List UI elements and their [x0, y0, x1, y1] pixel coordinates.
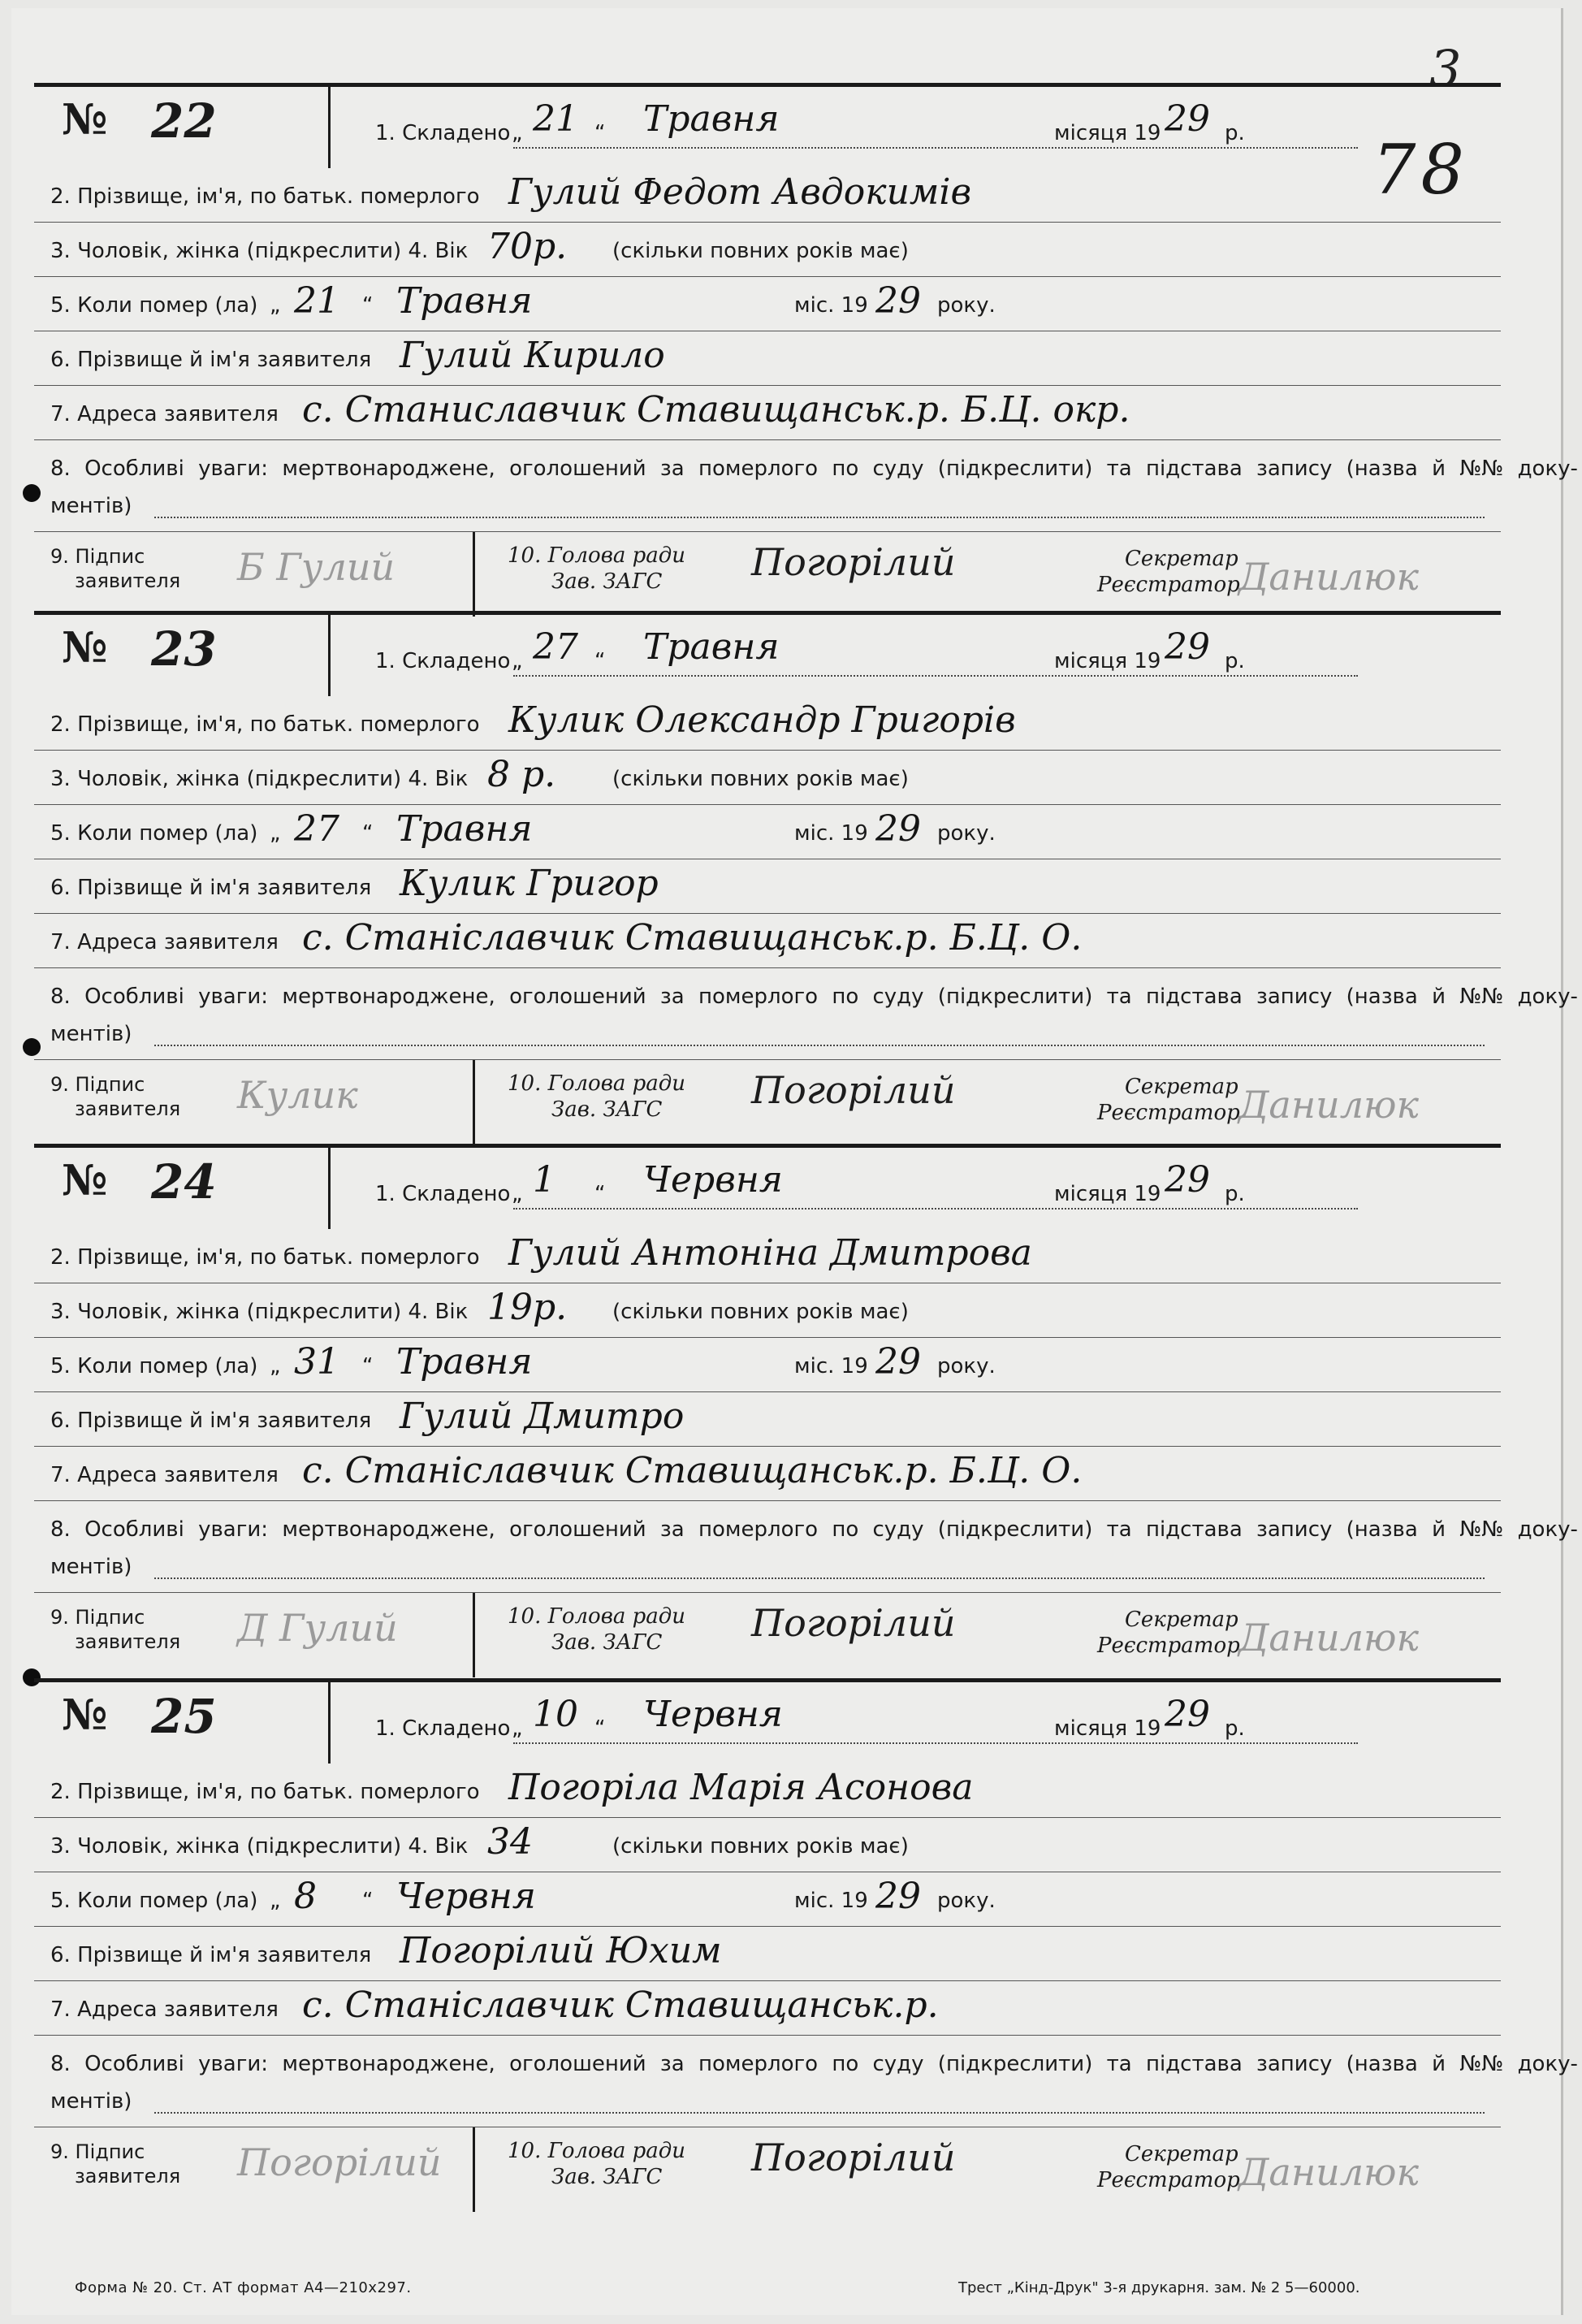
head-label: 10. Голова ради: [508, 543, 685, 568]
quote-open: „: [512, 1182, 523, 1206]
death-month: Травня: [396, 808, 533, 850]
quote-close: “: [594, 649, 606, 673]
record-header: [34, 1148, 1501, 1229]
record-header: [34, 87, 1501, 168]
field-label: 7. Адреса заявителя: [50, 930, 279, 954]
field-applicant-address: [34, 1981, 1501, 2036]
archive-number: 78: [1372, 130, 1469, 210]
month-label: місяця 19: [1054, 121, 1161, 145]
secretary-label: Секретар: [1125, 2142, 1238, 2166]
head-signature: Погорілий: [751, 2136, 956, 2179]
field-deceased-name: [34, 1229, 1501, 1283]
field-sex-age: [34, 1818, 1501, 1872]
number-sign: №: [62, 1690, 108, 1740]
field-label: 7. Адреса заявителя: [50, 1463, 279, 1487]
field-label: 5. Коли помер (ла): [50, 1889, 258, 1913]
notes-label: 8. Особливі уваги: мертвонароджене, оголошений за померлого по суду (підкреслити) та підстава запису (назва й №№ доку-: [50, 1517, 1578, 1542]
registrar-label: Реєстратор: [1097, 2168, 1240, 2192]
compiled-month: Червня: [643, 1694, 783, 1735]
compiled-year: 29: [1165, 1159, 1210, 1201]
month-label: місяця 19: [1054, 649, 1161, 673]
field-sex-age: [34, 751, 1501, 805]
field-label: 6. Прізвище й ім'я заявителя: [50, 876, 372, 900]
signature-label: 9. Підпис: [50, 545, 145, 568]
signature-label-2: заявителя: [75, 1630, 181, 1653]
applicant-address: с. Станіславчик Ставищанськ.р. Б.Ц. О.: [302, 917, 1083, 959]
quote-close: “: [362, 293, 374, 318]
zags-label: Зав. ЗАГС: [551, 569, 663, 594]
death-year: 29: [875, 1341, 921, 1383]
field-label: 5. Коли помер (ла): [50, 1354, 258, 1378]
form-footer-right: Трест „Кінд-Друк" 3-я друкарня. зам. № 2 5—60000.: [958, 2279, 1360, 2296]
field-death-date: [34, 277, 1501, 331]
deceased-name: Гулий Антоніна Дмитрова: [508, 1232, 1032, 1274]
applicant-name: Кулик Григор: [400, 863, 659, 904]
record-header: [34, 1682, 1501, 1764]
roku-label: року.: [937, 821, 996, 846]
deceased-name: Кулик Олександр Григорів: [508, 699, 1016, 741]
signature-label-2: заявителя: [75, 569, 181, 592]
registrar-label: Реєстратор: [1097, 1101, 1240, 1125]
field-applicant-name: [34, 1927, 1501, 1981]
field-applicant-address: [34, 1447, 1501, 1501]
field-death-date: [34, 805, 1501, 859]
compiled-label: 1. Складено: [375, 1182, 511, 1206]
death-day: 27: [294, 808, 339, 850]
head-label: 10. Голова ради: [508, 2139, 685, 2163]
field-label: 6. Прізвище й ім'я заявителя: [50, 1943, 372, 1967]
zags-label: Зав. ЗАГС: [551, 2165, 663, 2189]
death-year: 29: [875, 1876, 921, 1917]
applicant-address: с. Станіславчик Ставищанськ.р.: [302, 1984, 939, 2026]
notes-label-end: ментів): [50, 494, 132, 518]
field-sex-age: [34, 1283, 1501, 1338]
head-label: 10. Голова ради: [508, 1071, 685, 1096]
secretary-label: Секретар: [1125, 1608, 1238, 1632]
record-number-cell: [45, 1148, 331, 1229]
field-label: 7. Адреса заявителя: [50, 1997, 279, 2022]
dotted-line: [513, 147, 1358, 149]
death-month: Травня: [396, 280, 533, 322]
field-death-date: [34, 1338, 1501, 1392]
zags-label: Зав. ЗАГС: [551, 1097, 663, 1122]
field-label: 5. Коли помер (ла): [50, 821, 258, 846]
field-sex-age: [34, 223, 1501, 277]
applicant-address: с. Станиславчик Ставищанськ.р. Б.Ц. окр.: [302, 389, 1130, 431]
applicant-signature-cell: [34, 1060, 475, 1145]
officials-signature-cell: [475, 1060, 1501, 1145]
signature-row: [34, 1060, 1501, 1145]
field-label: 7. Адреса заявителя: [50, 402, 279, 426]
death-year: 29: [875, 808, 921, 850]
mis-label: міс. 19: [794, 1354, 868, 1378]
compiled-year: 29: [1165, 626, 1210, 668]
notes-label: 8. Особливі уваги: мертвонароджене, оголошений за померлого по суду (підкреслити) та підстава запису (назва й №№ доку-: [50, 457, 1578, 481]
field-note: (скільки повних років має): [612, 767, 909, 791]
signature-label-2: заявителя: [75, 2165, 181, 2188]
field-notes: [34, 2036, 1578, 2127]
quote-open: „: [512, 649, 523, 673]
record-number: 23: [151, 621, 217, 677]
registrar-label: Реєстратор: [1097, 1634, 1240, 1658]
compiled-day: 10: [533, 1694, 578, 1735]
officials-signature-cell: [475, 1593, 1501, 1677]
applicant-signature: Погорілий: [237, 2140, 442, 2184]
record-number: 25: [151, 1689, 217, 1744]
field-label: 6. Прізвище й ім'я заявителя: [50, 1409, 372, 1433]
field-applicant-address: [34, 914, 1501, 968]
applicant-name: Гулий Дмитро: [400, 1396, 685, 1437]
field-notes: [34, 440, 1578, 532]
deceased-name: Гулий Федот Авдокимів: [508, 171, 972, 213]
head-label: 10. Голова ради: [508, 1604, 685, 1629]
registrar-signature: Данилюк: [1238, 555, 1420, 599]
year-suffix: р.: [1225, 1716, 1245, 1741]
applicant-name: Погорілий Юхим: [400, 1930, 722, 1971]
registrar-label: Реєстратор: [1097, 573, 1240, 597]
field-deceased-name: [34, 1764, 1501, 1818]
field-label: 3. Чоловік, жінка (підкреслити) 4. Вік: [50, 239, 469, 263]
death-record: [34, 83, 1578, 617]
applicant-signature-cell: [34, 532, 475, 617]
field-death-date: [34, 1872, 1501, 1927]
death-day: 8: [294, 1876, 317, 1917]
field-note: (скільки повних років має): [612, 1834, 909, 1859]
compiled-day: 27: [533, 626, 578, 668]
field-label: 3. Чоловік, жінка (підкреслити) 4. Вік: [50, 1300, 469, 1324]
field-label: 2. Прізвище, ім'я, по батьк. померлого: [50, 712, 480, 737]
record-number: 22: [151, 93, 217, 149]
roku-label: року.: [937, 293, 996, 318]
record-number-cell: [45, 87, 331, 168]
compiled-month: Травня: [643, 626, 780, 668]
document-page: [11, 8, 1578, 2315]
applicant-signature-cell: [34, 1593, 475, 1677]
dotted-line: [154, 517, 1485, 518]
field-notes: [34, 1501, 1578, 1593]
notes-label: 8. Особливі уваги: мертвонароджене, оголошений за померлого по суду (підкреслити) та підстава запису (назва й №№ доку-: [50, 985, 1578, 1009]
field-label: 2. Прізвище, ім'я, по батьк. померлого: [50, 1780, 480, 1804]
officials-signature-cell: [475, 2127, 1501, 2212]
secretary-label: Секретар: [1125, 1075, 1238, 1099]
applicant-signature: Д Гулий: [237, 1606, 398, 1650]
quote-open: „: [270, 293, 281, 318]
roku-label: року.: [937, 1889, 996, 1913]
deceased-age: 34: [487, 1821, 533, 1863]
death-year: 29: [875, 280, 921, 322]
registrar-signature: Данилюк: [1238, 1616, 1420, 1660]
head-signature: Погорілий: [751, 1068, 956, 1112]
number-sign: №: [62, 1156, 108, 1205]
dotted-line: [154, 1577, 1485, 1579]
deceased-age: 19р.: [487, 1287, 568, 1328]
quote-open: „: [512, 121, 523, 145]
applicant-address: с. Станіславчик Ставищанськ.р. Б.Ц. О.: [302, 1450, 1083, 1491]
secretary-label: Секретар: [1125, 547, 1238, 571]
compiled-label: 1. Складено: [375, 649, 511, 673]
compiled-day: 1: [533, 1159, 555, 1201]
quote-open: „: [512, 1716, 523, 1741]
quote-close: “: [362, 821, 374, 846]
applicant-name: Гулий Кирило: [400, 335, 665, 376]
dotted-line: [513, 1742, 1358, 1744]
notes-label-end: ментів): [50, 2089, 132, 2114]
dotted-line: [154, 1045, 1485, 1046]
signature-label: 9. Підпис: [50, 2140, 145, 2163]
record-number-cell: [45, 1682, 331, 1764]
record-number-cell: [45, 615, 331, 696]
signature-label: 9. Підпис: [50, 1606, 145, 1629]
death-day: 21: [294, 280, 339, 322]
number-sign: №: [62, 623, 108, 673]
officials-signature-cell: [475, 532, 1501, 617]
death-record: [34, 1678, 1578, 2212]
compiled-day: 21: [533, 98, 578, 140]
field-label: 3. Чоловік, жінка (підкреслити) 4. Вік: [50, 767, 469, 791]
deceased-name: Погоріла Марія Асонова: [508, 1767, 974, 1808]
applicant-signature-cell: [34, 2127, 475, 2212]
field-deceased-name: [34, 168, 1501, 223]
quote-open: „: [270, 821, 281, 846]
year-suffix: р.: [1225, 649, 1245, 673]
record-header: [34, 615, 1501, 696]
registrar-signature: Данилюк: [1238, 2150, 1420, 2194]
head-signature: Погорілий: [751, 540, 956, 584]
mis-label: міс. 19: [794, 821, 868, 846]
dotted-line: [513, 675, 1358, 677]
form-footer-left: Форма № 20. Ст. АТ формат А4—210х297.: [75, 2279, 412, 2296]
field-label: 5. Коли помер (ла): [50, 293, 258, 318]
zags-label: Зав. ЗАГС: [551, 1630, 663, 1655]
number-sign: №: [62, 95, 108, 145]
dotted-line: [154, 2112, 1485, 2114]
field-note: (скільки повних років має): [612, 1300, 909, 1324]
compiled-year: 29: [1165, 1694, 1210, 1735]
death-month: Травня: [396, 1341, 533, 1383]
applicant-signature: Кулик: [237, 1073, 358, 1117]
compiled-label: 1. Складено: [375, 121, 511, 145]
field-label: 6. Прізвище й ім'я заявителя: [50, 348, 372, 372]
mis-label: міс. 19: [794, 1889, 868, 1913]
death-record: [34, 1144, 1578, 1677]
head-signature: Погорілий: [751, 1601, 956, 1645]
notes-label-end: ментів): [50, 1022, 132, 1046]
signature-label-2: заявителя: [75, 1097, 181, 1120]
quote-close: “: [594, 1182, 606, 1206]
quote-open: „: [270, 1889, 281, 1913]
field-label: 2. Прізвище, ім'я, по батьк. померлого: [50, 1245, 480, 1270]
field-applicant-name: [34, 331, 1501, 386]
year-suffix: р.: [1225, 1182, 1245, 1206]
death-record: [34, 611, 1578, 1145]
month-label: місяця 19: [1054, 1716, 1161, 1741]
field-deceased-name: [34, 696, 1501, 751]
year-suffix: р.: [1225, 121, 1245, 145]
field-label: 3. Чоловік, жінка (підкреслити) 4. Вік: [50, 1834, 469, 1859]
registrar-signature: Данилюк: [1238, 1083, 1420, 1127]
field-applicant-name: [34, 859, 1501, 914]
quote-close: “: [362, 1889, 374, 1913]
compiled-year: 29: [1165, 98, 1210, 140]
death-day: 31: [294, 1341, 339, 1383]
field-applicant-address: [34, 386, 1501, 440]
death-month: Червня: [396, 1876, 536, 1917]
dotted-line: [513, 1208, 1358, 1210]
deceased-age: 8 р.: [487, 754, 556, 795]
compiled-label: 1. Складено: [375, 1716, 511, 1741]
field-note: (скільки повних років має): [612, 239, 909, 263]
field-label: 2. Прізвище, ім'я, по батьк. померлого: [50, 184, 480, 209]
quote-close: “: [594, 121, 606, 145]
signature-row: [34, 1593, 1501, 1677]
record-number: 24: [151, 1154, 217, 1210]
notes-label: 8. Особливі уваги: мертвонароджене, оголошений за померлого по суду (підкреслити) та підстава запису (назва й №№ доку-: [50, 2052, 1578, 2076]
field-applicant-name: [34, 1392, 1501, 1447]
page-number: 3: [1429, 39, 1462, 98]
signature-row: [34, 2127, 1501, 2212]
signature-row: [34, 532, 1501, 617]
applicant-signature: Б Гулий: [237, 545, 396, 589]
quote-close: “: [362, 1354, 374, 1378]
mis-label: міс. 19: [794, 293, 868, 318]
signature-label: 9. Підпис: [50, 1073, 145, 1096]
quote-close: “: [594, 1716, 606, 1741]
notes-label-end: ментів): [50, 1555, 132, 1579]
field-notes: [34, 968, 1578, 1060]
roku-label: року.: [937, 1354, 996, 1378]
month-label: місяця 19: [1054, 1182, 1161, 1206]
deceased-age: 70р.: [487, 226, 568, 267]
quote-open: „: [270, 1354, 281, 1378]
compiled-month: Травня: [643, 98, 780, 140]
compiled-month: Червня: [643, 1159, 783, 1201]
